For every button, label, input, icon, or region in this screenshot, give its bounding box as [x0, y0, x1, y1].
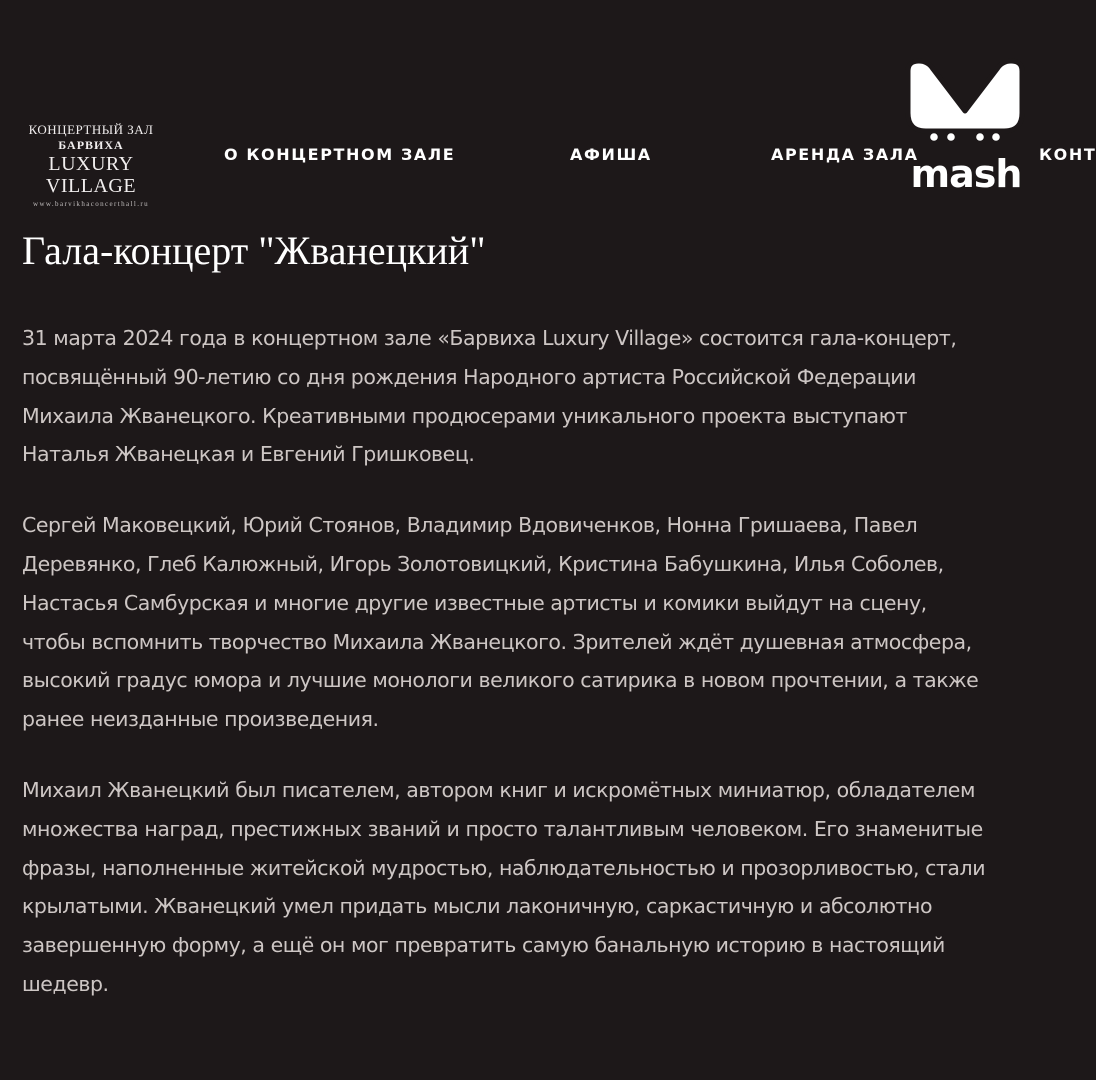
paragraph-line: Наталья Жванецкая и Евгений Гришковец.	[22, 442, 475, 467]
logo-line-concert-hall: КОНЦЕРТНЫЙ ЗАЛ	[28, 122, 154, 137]
paragraph-line: завершенную форму, а ещё он мог превратить самую банальную историю в настоящий	[22, 933, 945, 958]
nav-link-afisha[interactable]: АФИША	[570, 145, 652, 164]
article-paragraph	[22, 506, 1062, 739]
page-title: Гала-концерт "Жванецкий"	[22, 228, 486, 273]
article-paragraph	[22, 319, 1062, 474]
paragraph-line: Михаила Жванецкого. Креативными продюсерами уникального проекта выступают	[22, 403, 907, 428]
paragraph-line: Сергей Маковецкий, Юрий Стоянов, Владимир Вдовиченков, Нонна Гришаева, Павел	[22, 513, 918, 538]
paragraph-line: ранее неизданные произведения.	[22, 707, 379, 732]
paragraph-line: Настасья Самбурская и многие другие известные артисты и комики выйдут на сцену,	[22, 590, 927, 615]
nav-link-rent[interactable]: АРЕНДА ЗАЛА	[771, 145, 919, 164]
paragraph-line: чтобы вспомнить творчество Михаила Жванецкого. Зрителей ждёт душевная атмосфера,	[22, 629, 972, 654]
nav-link-about[interactable]: О КОНЦЕРТНОМ ЗАЛЕ	[224, 145, 456, 164]
logo-line-luxury-village: LUXURY VILLAGE	[45, 153, 137, 197]
paragraph-line: высокий градус юмора и лучшие монологи великого сатирика в новом прочтении, а также	[22, 668, 979, 693]
logo-line-url: www.barvikhaconcerthall.ru	[32, 200, 150, 208]
venue-logo[interactable]	[16, 122, 166, 209]
logo-line-barvikha: БАРВИХА	[58, 138, 124, 152]
mash-watermark-logo	[904, 55, 1034, 195]
mash-m-icon	[908, 61, 1022, 141]
paragraph-line: фразы, наполненные житейской мудростью, наблюдательностью и прозорливостью, стали	[22, 855, 986, 880]
paragraph-line: посвящённый 90-летию со дня рождения Народного артиста Российской Федерации	[22, 364, 916, 389]
paragraph-line: шедевр.	[22, 971, 109, 996]
nav-link-contacts[interactable]: КОНТ	[1039, 145, 1096, 164]
article-paragraph	[22, 771, 1062, 1004]
paragraph-line: Деревянко, Глеб Калюжный, Игорь Золотовицкий, Кристина Бабушкина, Илья Соболев,	[22, 551, 944, 576]
paragraph-line: Михаил Жванецкий был писателем, автором книг и искромётных миниатюр, обладателем	[22, 777, 975, 802]
paragraph-line: крылатыми. Жванецкий умел придать мысли лаконичную, саркастичную и абсолютно	[22, 894, 933, 919]
paragraph-line: множества наград, престижных званий и просто талантливым человеком. Его знаменитые	[22, 816, 983, 841]
mash-wordmark: mash	[910, 152, 1022, 196]
article-body	[22, 319, 1062, 1036]
paragraph-line: 31 марта 2024 года в концертном зале «Барвиха Luxury Village» состоится гала-концерт,	[22, 326, 957, 350]
